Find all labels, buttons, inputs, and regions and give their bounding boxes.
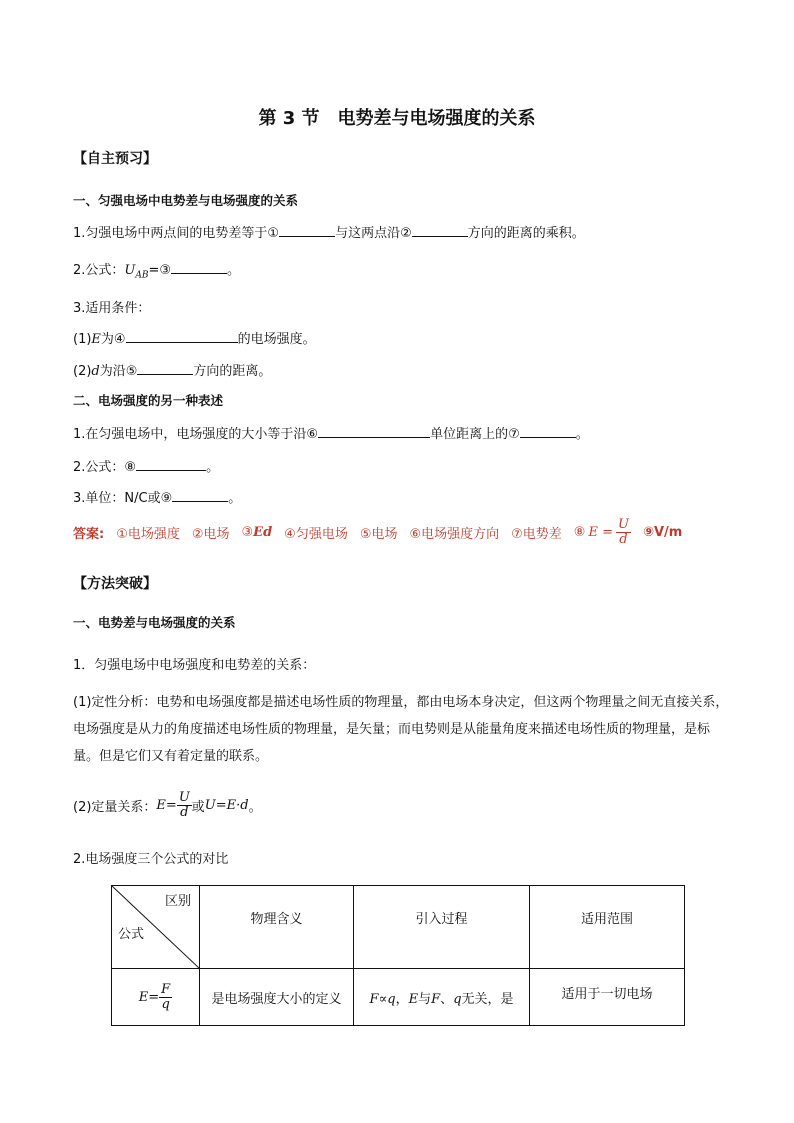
answer-label: 答案: bbox=[73, 526, 105, 542]
blank-2 bbox=[412, 223, 468, 237]
blank-5 bbox=[137, 361, 193, 375]
quantitative-fraction: $\frac{U}{d}$ bbox=[178, 789, 190, 820]
blank-3 bbox=[171, 260, 227, 274]
table-header-scope: 适用范围 bbox=[530, 886, 685, 969]
page-title: 第 3 节 电势差与电场强度的关系 bbox=[258, 108, 536, 129]
corner-label-top: 区别 bbox=[164, 894, 191, 909]
preview-line-8: 3.单位：N/C或⑨ 。 bbox=[73, 487, 241, 506]
table-header-row bbox=[112, 886, 685, 969]
method-subsection-title: 一、电势差与电场强度的关系 bbox=[73, 615, 236, 630]
section-header-method: 【方法突破】 bbox=[73, 576, 157, 592]
preview-line-1: 1.匀强电场中两点间的电势差等于① 与这两点沿② 方向的距离的乘积。 bbox=[73, 222, 585, 241]
answer-3: ③Ed bbox=[241, 524, 273, 540]
answer-1: ①电场强度 bbox=[116, 526, 180, 542]
preview-line-3: 3.适用条件： bbox=[73, 301, 151, 316]
answer-7: ⑦电势差 bbox=[511, 526, 562, 542]
preview-line-7: 2.公式：⑧ 。 bbox=[73, 456, 219, 475]
answer-8-fraction: $\frac{U}{d}$ bbox=[617, 516, 629, 547]
comparison-table bbox=[111, 885, 685, 1026]
answer-4: ④匀强电场 bbox=[284, 526, 348, 542]
table-corner-cell bbox=[112, 886, 200, 969]
table-header-process: 引入过程 bbox=[354, 886, 530, 969]
preview-line-5: (2)d为沿⑤ 方向的距离。 bbox=[73, 360, 271, 379]
method-paragraph-4: 2.电场强度三个公式的对比 bbox=[73, 852, 229, 867]
blank-9 bbox=[172, 488, 228, 502]
answer-6: ⑥电场强度方向 bbox=[409, 526, 500, 542]
table-row bbox=[112, 969, 685, 1026]
preview-line-4: (1)E为④ 的电场强度。 bbox=[73, 328, 316, 347]
preview-line-6: 1.在匀强电场中，电场强度的大小等于沿⑥ 单位距离上的⑦ 。 bbox=[73, 423, 589, 442]
answer-9: ⑨V/m bbox=[642, 524, 683, 540]
blank-6 bbox=[318, 424, 430, 438]
table-process-cell: F∝q，E与F、q无关，是 bbox=[354, 969, 530, 1026]
answer-line bbox=[73, 514, 682, 550]
preview-line-2: 2.公式：$U_{AB}=③$ 。 bbox=[73, 259, 240, 281]
section-header-preview: 【自主预习】 bbox=[73, 151, 157, 167]
table-formula-cell: E= $\frac{F}{q}$ bbox=[112, 969, 200, 1026]
table-formula-fraction: $\frac{F}{q}$ bbox=[161, 981, 171, 1012]
table-header-meaning: 物理含义 bbox=[200, 886, 354, 969]
method-paragraph-2: (1)定性分析：电势和电场强度都是描述电场性质的物理量，都由电场本身决定，但这两个物理量之间无直接关系，电场强度是从力的角度描述电场性质的物理量，是矢量；而电势则是从能量角度来描述电场性质的物理量，是标量。但是它们又有着定量的联系。 bbox=[73, 695, 729, 764]
table-scope-cell: 适用于一切电场 bbox=[530, 969, 685, 1026]
answer-2: ②电场 bbox=[191, 526, 230, 542]
method-paragraph-3: (2)定量关系： E= $\frac{U}{d}$ 或 U=E·d 。 bbox=[73, 789, 262, 820]
method-paragraph-1: 1．匀强电场中电场强度和电势差的关系： bbox=[73, 658, 316, 673]
subsection-title-1: 一、匀强电场中电势差与电场强度的关系 bbox=[73, 193, 299, 208]
corner-label-bottom: 公式 bbox=[118, 927, 145, 942]
table-meaning-cell: 是电场强度大小的定义 bbox=[200, 969, 354, 1026]
blank-4 bbox=[126, 329, 238, 343]
blank-8 bbox=[136, 457, 206, 471]
blank-1 bbox=[279, 223, 335, 237]
subsection-title-2: 二、电场强度的另一种表述 bbox=[73, 393, 224, 408]
answer-8: ⑧ E = $\frac{U}{d}$ bbox=[573, 516, 629, 547]
answer-5: ⑤电场 bbox=[359, 526, 398, 542]
blank-7 bbox=[520, 424, 576, 438]
